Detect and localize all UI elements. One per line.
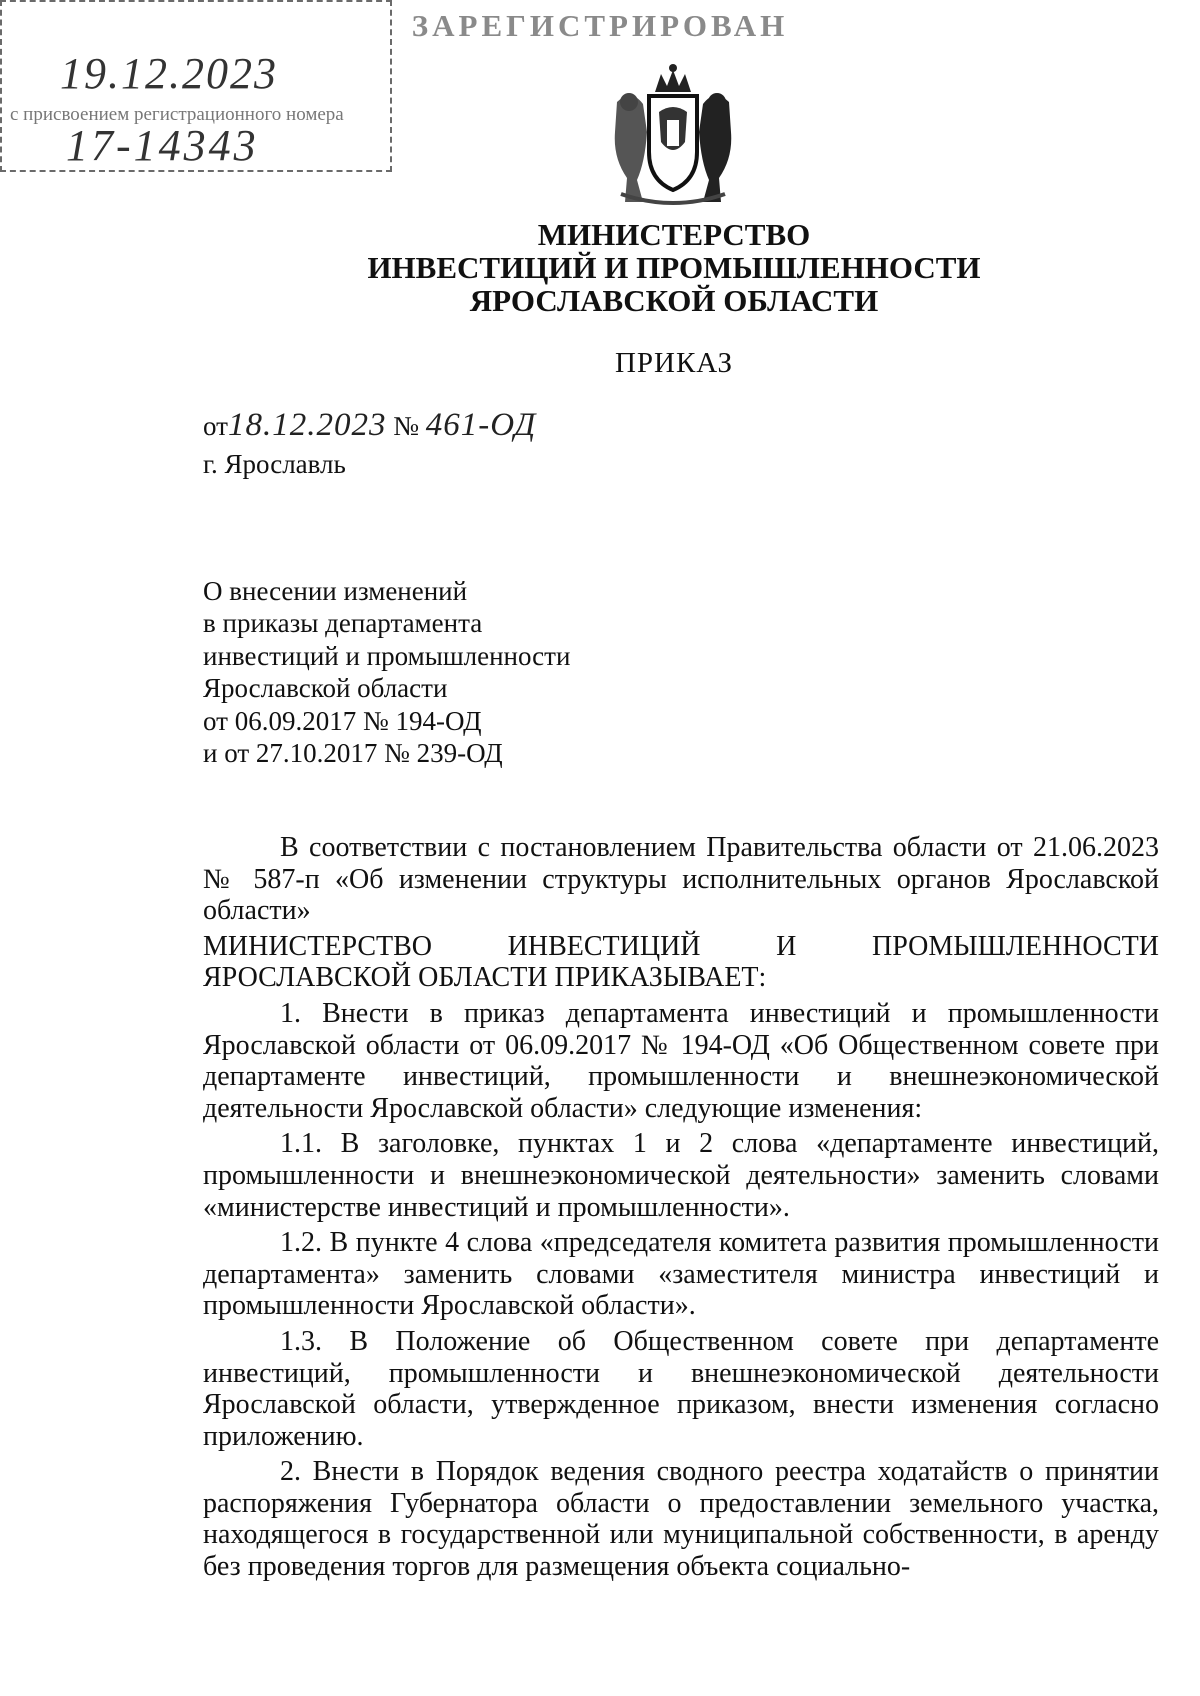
subject-line: в приказы департамента	[203, 608, 483, 639]
item-2-paragraph: 2. Внести в Порядок ведения сводного реестра ходатайств о принятии распоряжения Губернатора области о предоставлении земельного участка, находящегося в государственной или муниципальной собственности, в аренду без проведения торгов для размещения объекта социально-	[203, 1456, 1159, 1583]
directive-line-2: ЯРОСЛАВСКОЙ ОБЛАСТИ ПРИКАЗЫВАЕТ:	[203, 962, 767, 994]
order-date: 18.12.2023	[227, 407, 387, 443]
order-date-number	[203, 407, 536, 444]
subject-line: от 06.09.2017 № 194-ОД	[203, 705, 482, 736]
subject-line: инвестиций и промышленности	[203, 640, 571, 671]
ministry-name-line-2: ИНВЕСТИЦИЙ И ПРОМЫШЛЕННОСТИ	[367, 250, 981, 285]
stamp-handwritten-date: 19.12.2023	[60, 49, 278, 98]
order-date-prefix: от	[203, 411, 228, 441]
order-city: г. Ярославль	[203, 449, 346, 479]
document-type-title: ПРИКАЗ	[614, 347, 734, 379]
order-subject	[203, 575, 570, 769]
subject-line: О внесении изменений	[203, 576, 468, 606]
ministry-name-line-3: ЯРОСЛАВСКОЙ ОБЛАСТИ	[469, 283, 879, 318]
order-number-sign: №	[393, 411, 419, 441]
coat-of-arms-emblem	[603, 62, 743, 212]
item-1-3-paragraph: 1.3. В Положение об Общественном совете при департаменте инвестиций, промышленности и внешнеэкономической деятельности Ярославской области, утвержденное приказом, внести изменения согласно приложению.	[203, 1325, 1159, 1452]
order-body	[203, 832, 1159, 1587]
stamp-title: ЗАРЕГИСТРИРОВАН	[411, 8, 789, 43]
stamp-number-label: с присвоением регистрационного номера	[10, 104, 344, 125]
item-1-2-paragraph: 1.2. В пункте 4 слова «председателя комитета развития промышленности департамента» заменить словами «заместителя министра инвестиций и промышленности Ярославской области».	[203, 1227, 1159, 1322]
registration-stamp	[0, 0, 789, 172]
ministry-name-line-1: МИНИСТЕРСТВО	[537, 217, 811, 252]
subject-line: Ярославской области	[203, 673, 448, 704]
order-number: 461-ОД	[425, 407, 537, 443]
preamble-paragraph: В соответствии с постановлением Правительства области от 21.06.2023 № 587-п «Об изменении структуры исполнительных органов Ярославской области»	[203, 832, 1159, 927]
stamp-handwritten-number: 17-14343	[66, 121, 259, 170]
directive-line-1: МИНИСТЕРСТВО ИНВЕСТИЦИЙ И ПРОМЫШЛЕННОСТИ	[203, 930, 1159, 962]
item-1-1-paragraph: 1.1. В заголовке, пунктах 1 и 2 слова «департаменте инвестиций, промышленности и внешнеэкономической деятельности» заменить словами «министерстве инвестиций и промышленности».	[203, 1128, 1159, 1223]
subject-line: и от 27.10.2017 № 239-ОД	[203, 738, 503, 769]
item-1-paragraph: 1. Внести в приказ департамента инвестиций и промышленности Ярославской области от 06.09.2017 № 194-ОД «Об Общественном совете при департаменте инвестиций, промышленности и внешнеэкономической деятельности Ярославской области» следующие изменения:	[203, 997, 1159, 1124]
